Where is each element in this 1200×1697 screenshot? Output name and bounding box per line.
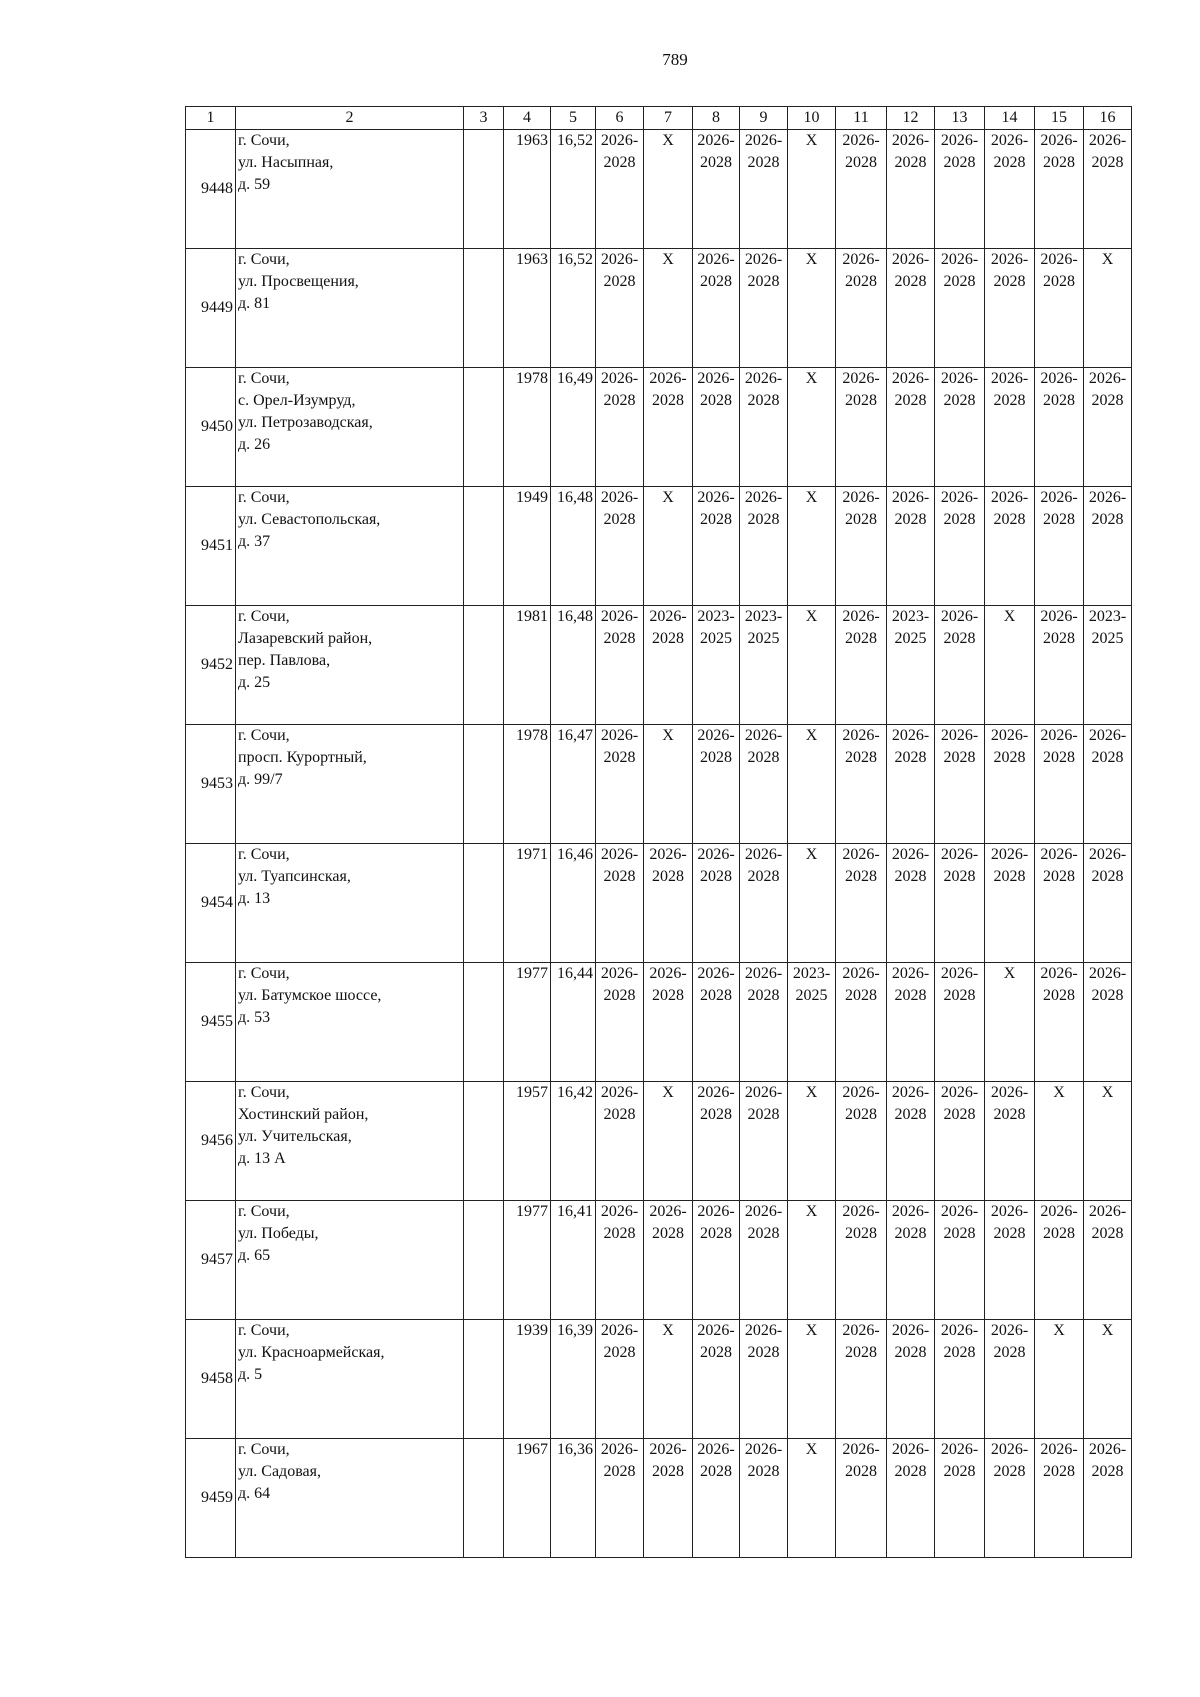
period-cell: 2026- 2028 <box>836 130 887 249</box>
period-cell: 2026- 2028 <box>836 1320 887 1439</box>
year-cell: 1977 <box>504 1201 551 1320</box>
period-cell: 2026- 2028 <box>935 606 985 725</box>
year-cell: 1967 <box>504 1439 551 1558</box>
registry-table <box>185 106 1132 1558</box>
period-cell: 2026- 2028 <box>644 1201 693 1320</box>
address-cell: г. Сочи, ул. Садовая, д. 64 <box>236 1439 464 1558</box>
period-cell: 2026- 2028 <box>693 368 740 487</box>
column-3-cell <box>464 1201 504 1320</box>
period-cell: 2026- 2028 <box>935 963 985 1082</box>
period-cell: X <box>1035 1082 1084 1201</box>
period-cell: 2026- 2028 <box>596 249 644 368</box>
period-cell: 2026- 2028 <box>836 844 887 963</box>
period-cell: X <box>788 1082 836 1201</box>
year-cell: 1963 <box>504 130 551 249</box>
period-cell: 2026- 2028 <box>644 963 693 1082</box>
area-cell: 16,44 <box>551 963 596 1082</box>
period-cell: 2026- 2028 <box>1084 1201 1132 1320</box>
period-cell: 2026- 2028 <box>596 963 644 1082</box>
period-cell: 2026- 2028 <box>887 130 935 249</box>
period-cell: 2026- 2028 <box>596 368 644 487</box>
period-cell: 2026- 2028 <box>985 1201 1035 1320</box>
period-cell: 2026- 2028 <box>985 1082 1035 1201</box>
period-cell: 2026- 2028 <box>935 1201 985 1320</box>
area-cell: 16,47 <box>551 725 596 844</box>
table-row <box>186 130 1132 249</box>
column-3-cell <box>464 725 504 844</box>
column-3-cell <box>464 606 504 725</box>
period-cell: 2026- 2028 <box>693 844 740 963</box>
column-3-cell <box>464 844 504 963</box>
period-cell: 2026- 2028 <box>985 368 1035 487</box>
period-cell: X <box>788 368 836 487</box>
header-cell: 2 <box>236 107 464 130</box>
header-cell: 9 <box>740 107 788 130</box>
period-cell: 2026- 2028 <box>935 1439 985 1558</box>
row-number-cell: 9449 <box>186 249 236 368</box>
column-3-cell <box>464 963 504 1082</box>
column-3-cell <box>464 487 504 606</box>
period-cell: 2026- 2028 <box>935 844 985 963</box>
row-number-cell: 9452 <box>186 606 236 725</box>
period-cell: 2023- 2025 <box>740 606 788 725</box>
period-cell: 2026- 2028 <box>644 1439 693 1558</box>
period-cell: X <box>788 725 836 844</box>
area-cell: 16,41 <box>551 1201 596 1320</box>
column-3-cell <box>464 368 504 487</box>
year-cell: 1971 <box>504 844 551 963</box>
period-cell: 2026- 2028 <box>985 1320 1035 1439</box>
period-cell: 2026- 2028 <box>740 1439 788 1558</box>
period-cell: X <box>788 249 836 368</box>
period-cell: 2023- 2025 <box>887 606 935 725</box>
period-cell: 2026- 2028 <box>693 963 740 1082</box>
period-cell: X <box>644 725 693 844</box>
area-cell: 16,42 <box>551 1082 596 1201</box>
period-cell: 2026- 2028 <box>740 1082 788 1201</box>
table-row <box>186 368 1132 487</box>
period-cell: 2026- 2028 <box>596 1201 644 1320</box>
header-cell: 7 <box>644 107 693 130</box>
period-cell: 2026- 2028 <box>1084 844 1132 963</box>
period-cell: 2026- 2028 <box>596 130 644 249</box>
period-cell: 2026- 2028 <box>596 725 644 844</box>
period-cell: 2026- 2028 <box>1084 130 1132 249</box>
period-cell: X <box>985 963 1035 1082</box>
column-3-cell <box>464 1320 504 1439</box>
period-cell: 2026- 2028 <box>596 1320 644 1439</box>
period-cell: 2023- 2025 <box>788 963 836 1082</box>
period-cell: 2023- 2025 <box>1084 606 1132 725</box>
period-cell: 2026- 2028 <box>1035 963 1084 1082</box>
year-cell: 1978 <box>504 368 551 487</box>
year-cell: 1981 <box>504 606 551 725</box>
period-cell: 2026- 2028 <box>1035 368 1084 487</box>
period-cell: 2026- 2028 <box>887 487 935 606</box>
area-cell: 16,39 <box>551 1320 596 1439</box>
period-cell: 2026- 2028 <box>887 249 935 368</box>
period-cell: X <box>1084 249 1132 368</box>
period-cell: X <box>788 1201 836 1320</box>
table-row <box>186 487 1132 606</box>
period-cell: 2026- 2028 <box>1035 606 1084 725</box>
period-cell: 2026- 2028 <box>935 249 985 368</box>
period-cell: 2026- 2028 <box>1035 844 1084 963</box>
header-cell: 1 <box>186 107 236 130</box>
period-cell: X <box>644 487 693 606</box>
period-cell: 2026- 2028 <box>740 368 788 487</box>
period-cell: 2026- 2028 <box>693 1082 740 1201</box>
year-cell: 1957 <box>504 1082 551 1201</box>
period-cell: 2026- 2028 <box>935 1320 985 1439</box>
table-body <box>186 107 1132 1558</box>
year-cell: 1963 <box>504 249 551 368</box>
area-cell: 16,46 <box>551 844 596 963</box>
period-cell: 2026- 2028 <box>887 1320 935 1439</box>
period-cell: 2026- 2028 <box>740 487 788 606</box>
period-cell: 2026- 2028 <box>740 844 788 963</box>
address-cell: г. Сочи, ул. Насыпная, д. 59 <box>236 130 464 249</box>
period-cell: 2026- 2028 <box>1035 725 1084 844</box>
year-cell: 1978 <box>504 725 551 844</box>
address-cell: г. Сочи, ул. Красноармейская, д. 5 <box>236 1320 464 1439</box>
period-cell: 2026- 2028 <box>836 487 887 606</box>
period-cell: 2026- 2028 <box>1084 487 1132 606</box>
header-cell: 16 <box>1084 107 1132 130</box>
table-row <box>186 1082 1132 1201</box>
address-cell: г. Сочи, Лазаревский район, пер. Павлова, д. 25 <box>236 606 464 725</box>
address-cell: г. Сочи, ул. Батумское шоссе, д. 53 <box>236 963 464 1082</box>
period-cell: X <box>788 606 836 725</box>
period-cell: 2026- 2028 <box>693 1201 740 1320</box>
period-cell: 2026- 2028 <box>836 249 887 368</box>
period-cell: 2026- 2028 <box>693 725 740 844</box>
row-number-cell: 9457 <box>186 1201 236 1320</box>
period-cell: 2026- 2028 <box>644 844 693 963</box>
row-number-cell: 9450 <box>186 368 236 487</box>
table-row <box>186 963 1132 1082</box>
table-row <box>186 1439 1132 1558</box>
address-cell: г. Сочи, с. Орел-Изумруд, ул. Петрозаводская, д. 26 <box>236 368 464 487</box>
area-cell: 16,49 <box>551 368 596 487</box>
column-3-cell <box>464 1439 504 1558</box>
period-cell: 2026- 2028 <box>596 606 644 725</box>
period-cell: 2026- 2028 <box>740 249 788 368</box>
column-3-cell <box>464 249 504 368</box>
area-cell: 16,36 <box>551 1439 596 1558</box>
row-number-cell: 9459 <box>186 1439 236 1558</box>
period-cell: 2026- 2028 <box>985 1439 1035 1558</box>
address-cell: г. Сочи, просп. Курортный, д. 99/7 <box>236 725 464 844</box>
year-cell: 1949 <box>504 487 551 606</box>
address-cell: г. Сочи, ул. Просвещения, д. 81 <box>236 249 464 368</box>
period-cell: 2023- 2025 <box>693 606 740 725</box>
table-row <box>186 1201 1132 1320</box>
table-row <box>186 844 1132 963</box>
period-cell: 2026- 2028 <box>693 249 740 368</box>
period-cell: 2026- 2028 <box>740 963 788 1082</box>
period-cell: X <box>644 1320 693 1439</box>
period-cell: 2026- 2028 <box>985 487 1035 606</box>
header-cell: 5 <box>551 107 596 130</box>
period-cell: 2026- 2028 <box>1035 1439 1084 1558</box>
period-cell: 2026- 2028 <box>1035 249 1084 368</box>
header-cell: 6 <box>596 107 644 130</box>
header-cell: 10 <box>788 107 836 130</box>
period-cell: 2026- 2028 <box>985 130 1035 249</box>
area-cell: 16,48 <box>551 606 596 725</box>
row-number-cell: 9454 <box>186 844 236 963</box>
period-cell: 2026- 2028 <box>935 130 985 249</box>
header-cell: 3 <box>464 107 504 130</box>
period-cell: 2026- 2028 <box>985 725 1035 844</box>
period-cell: X <box>644 130 693 249</box>
period-cell: 2026- 2028 <box>693 1439 740 1558</box>
period-cell: 2026- 2028 <box>1035 130 1084 249</box>
period-cell: 2026- 2028 <box>644 606 693 725</box>
row-number-cell: 9458 <box>186 1320 236 1439</box>
period-cell: X <box>1035 1320 1084 1439</box>
period-cell: 2026- 2028 <box>740 1320 788 1439</box>
period-cell: 2026- 2028 <box>887 1439 935 1558</box>
area-cell: 16,52 <box>551 249 596 368</box>
period-cell: X <box>788 1439 836 1558</box>
period-cell: X <box>985 606 1035 725</box>
period-cell: 2026- 2028 <box>887 368 935 487</box>
table-row <box>186 1320 1132 1439</box>
address-cell: г. Сочи, ул. Севастопольская, д. 37 <box>236 487 464 606</box>
row-number-cell: 9448 <box>186 130 236 249</box>
period-cell: 2026- 2028 <box>836 1439 887 1558</box>
header-cell: 14 <box>985 107 1035 130</box>
period-cell: X <box>1084 1082 1132 1201</box>
period-cell: 2026- 2028 <box>1084 963 1132 1082</box>
period-cell: 2026- 2028 <box>935 1082 985 1201</box>
address-cell: г. Сочи, Хостинский район, ул. Учительская, д. 13 А <box>236 1082 464 1201</box>
row-number-cell: 9451 <box>186 487 236 606</box>
header-cell: 11 <box>836 107 887 130</box>
period-cell: X <box>1084 1320 1132 1439</box>
page-number: 789 <box>662 50 688 69</box>
period-cell: 2026- 2028 <box>1084 368 1132 487</box>
period-cell: X <box>788 844 836 963</box>
period-cell: 2026- 2028 <box>887 725 935 844</box>
period-cell: X <box>644 249 693 368</box>
period-cell: 2026- 2028 <box>693 1320 740 1439</box>
area-cell: 16,52 <box>551 130 596 249</box>
header-cell: 12 <box>887 107 935 130</box>
period-cell: 2026- 2028 <box>1035 1201 1084 1320</box>
header-row <box>186 107 1132 130</box>
year-cell: 1939 <box>504 1320 551 1439</box>
period-cell: 2026- 2028 <box>1084 725 1132 844</box>
period-cell: X <box>788 1320 836 1439</box>
period-cell: 2026- 2028 <box>596 1082 644 1201</box>
period-cell: 2026- 2028 <box>935 725 985 844</box>
period-cell: 2026- 2028 <box>887 844 935 963</box>
period-cell: 2026- 2028 <box>985 249 1035 368</box>
period-cell: 2026- 2028 <box>836 606 887 725</box>
address-cell: г. Сочи, ул. Победы, д. 65 <box>236 1201 464 1320</box>
period-cell: 2026- 2028 <box>887 1082 935 1201</box>
address-cell: г. Сочи, ул. Туапсинская, д. 13 <box>236 844 464 963</box>
period-cell: 2026- 2028 <box>644 368 693 487</box>
period-cell: X <box>644 1082 693 1201</box>
period-cell: X <box>788 487 836 606</box>
header-cell: 8 <box>693 107 740 130</box>
period-cell: 2026- 2028 <box>887 963 935 1082</box>
period-cell: 2026- 2028 <box>836 725 887 844</box>
row-number-cell: 9456 <box>186 1082 236 1201</box>
year-cell: 1977 <box>504 963 551 1082</box>
period-cell: 2026- 2028 <box>740 130 788 249</box>
period-cell: 2026- 2028 <box>693 130 740 249</box>
period-cell: 2026- 2028 <box>836 1082 887 1201</box>
header-cell: 15 <box>1035 107 1084 130</box>
row-number-cell: 9453 <box>186 725 236 844</box>
header-cell: 13 <box>935 107 985 130</box>
column-3-cell <box>464 1082 504 1201</box>
row-number-cell: 9455 <box>186 963 236 1082</box>
period-cell: X <box>788 130 836 249</box>
period-cell: 2026- 2028 <box>836 1201 887 1320</box>
column-3-cell <box>464 130 504 249</box>
period-cell: 2026- 2028 <box>985 844 1035 963</box>
table-row <box>186 249 1132 368</box>
period-cell: 2026- 2028 <box>935 487 985 606</box>
period-cell: 2026- 2028 <box>887 1201 935 1320</box>
period-cell: 2026- 2028 <box>740 725 788 844</box>
table-row <box>186 606 1132 725</box>
period-cell: 2026- 2028 <box>836 963 887 1082</box>
period-cell: 2026- 2028 <box>935 368 985 487</box>
header-cell: 4 <box>504 107 551 130</box>
period-cell: 2026- 2028 <box>1084 1439 1132 1558</box>
period-cell: 2026- 2028 <box>596 844 644 963</box>
period-cell: 2026- 2028 <box>596 1439 644 1558</box>
period-cell: 2026- 2028 <box>740 1201 788 1320</box>
period-cell: 2026- 2028 <box>836 368 887 487</box>
table-row <box>186 725 1132 844</box>
period-cell: 2026- 2028 <box>596 487 644 606</box>
area-cell: 16,48 <box>551 487 596 606</box>
period-cell: 2026- 2028 <box>693 487 740 606</box>
period-cell: 2026- 2028 <box>1035 487 1084 606</box>
